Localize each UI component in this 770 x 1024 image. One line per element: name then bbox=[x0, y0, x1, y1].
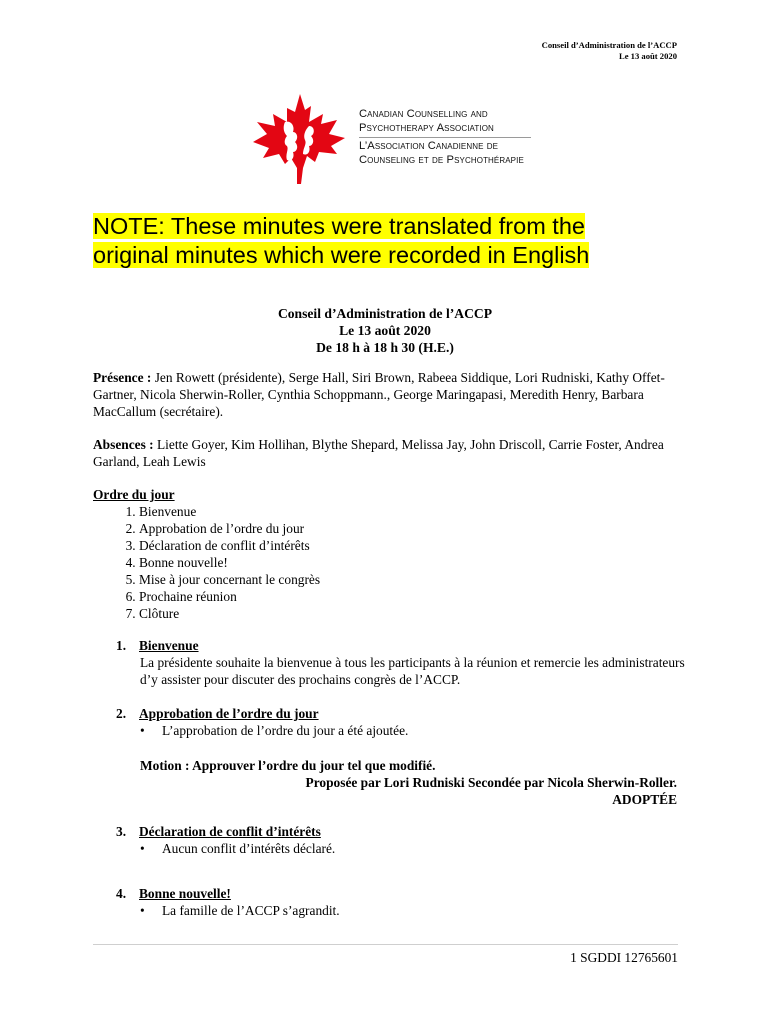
translation-note bbox=[93, 212, 589, 270]
agenda-item: 4. Bonne nouvelle! bbox=[139, 554, 653, 571]
section-title: Bienvenue bbox=[139, 638, 199, 653]
bullet-text: La famille de l’ACCP s’agrandit. bbox=[162, 903, 340, 918]
title-line-3: De 18 h à 18 h 30 (H.E.) bbox=[316, 340, 454, 355]
motion-result: ADOPTÉE bbox=[612, 792, 677, 807]
agenda-item: 2. Approbation de l’ordre du jour bbox=[139, 520, 653, 537]
bullet-text: Aucun conflit d’intérêts déclaré. bbox=[162, 841, 336, 856]
header-line-2: Le 13 août 2020 bbox=[618, 51, 677, 61]
agenda-heading: Ordre du jour bbox=[93, 487, 175, 502]
motion-block bbox=[140, 757, 677, 808]
bullet-item bbox=[93, 840, 685, 857]
bullet-item bbox=[93, 722, 685, 739]
section-heading bbox=[93, 823, 685, 840]
section-heading bbox=[93, 637, 685, 654]
agenda-item: 3. Déclaration de conflit d’intérêts bbox=[139, 537, 653, 554]
section-conflit bbox=[93, 823, 685, 857]
bullet-text: L’approbation de l’ordre du jour a été ajoutée. bbox=[162, 723, 409, 738]
section-number: 3. bbox=[116, 824, 127, 839]
presence-text: Jen Rowett (présidente), Serge Hall, Siri Brown, Rabeea Siddique, Lori Rudniski, Kathy Offet-Gartner, Nicola Sherwin-Roller, Cynthia Schoppmann., George Maringapasi, Meredith Henry, Barbara MacCallum (secrétaire). bbox=[93, 370, 665, 419]
section-approbation bbox=[93, 705, 685, 739]
motion-line bbox=[140, 757, 677, 774]
section-bienvenue bbox=[93, 637, 685, 688]
note-line-2: original minutes which were recorded in English bbox=[93, 242, 590, 268]
maple-leaf-icon bbox=[245, 92, 355, 184]
agenda-item: 1. Bienvenue bbox=[139, 503, 653, 520]
section-title: Déclaration de conflit d’intérêts bbox=[139, 824, 321, 839]
title-line-2: Le 13 août 2020 bbox=[339, 323, 431, 338]
section-heading bbox=[93, 885, 685, 902]
note-line-1: NOTE: These minutes were translated from the bbox=[93, 213, 585, 239]
logo-line-4: Counseling et de Psychothérapie bbox=[359, 153, 524, 166]
presence-paragraph bbox=[93, 369, 685, 420]
agenda-item: 7. Clôture bbox=[139, 605, 653, 622]
section-body: La présidente souhaite la bienvenue à tous les participants à la réunion et remercie les administrateurs d’y assister pour discuter des prochains congrès de l’ACCP. bbox=[140, 655, 685, 687]
motion-text: : Approuver l’ordre du jour tel que modifié. bbox=[181, 758, 436, 773]
meeting-title bbox=[93, 305, 677, 356]
logo-wordmark bbox=[359, 108, 531, 167]
header-line-1: Conseil d’Administration de l’ACCP bbox=[541, 40, 677, 50]
running-header bbox=[542, 40, 677, 62]
motion-proposed: Proposée par Lori Rudniski Secondée par Nicola Sherwin-Roller. bbox=[305, 775, 677, 790]
page-footer: 1 SGDDI 12765601 bbox=[570, 950, 678, 965]
logo-line-2: Psychotherapy Association bbox=[359, 121, 494, 134]
section-bonne-nouvelle bbox=[93, 885, 685, 919]
absences-label: Absences : bbox=[93, 437, 154, 452]
agenda-item: 6. Prochaine réunion bbox=[139, 588, 653, 605]
logo-line-3: L’Association Canadienne de bbox=[359, 140, 499, 152]
ccpa-logo bbox=[245, 92, 545, 184]
agenda-list bbox=[93, 503, 653, 622]
presence-label: Présence : bbox=[93, 370, 152, 385]
bullet-glyph: • bbox=[140, 903, 145, 918]
section-number: 1. bbox=[116, 638, 127, 653]
agenda bbox=[93, 486, 653, 622]
section-number: 2. bbox=[116, 706, 127, 721]
section-title: Bonne nouvelle! bbox=[139, 886, 231, 901]
logo-line-1: Canadian Counselling and bbox=[359, 108, 488, 120]
section-heading bbox=[93, 705, 685, 722]
motion-label: Motion bbox=[140, 758, 182, 773]
agenda-item: 5. Mise à jour concernant le congrès bbox=[139, 571, 653, 588]
footer-divider bbox=[93, 944, 678, 945]
absences-paragraph bbox=[93, 436, 685, 470]
bullet-item bbox=[93, 902, 685, 919]
section-title: Approbation de l’ordre du jour bbox=[139, 706, 319, 721]
absences-text: Liette Goyer, Kim Hollihan, Blythe Shepard, Melissa Jay, John Driscoll, Carrie Foster, Andrea Garland, Leah Lewis bbox=[93, 437, 664, 469]
bullet-glyph: • bbox=[140, 841, 145, 856]
bullet-glyph: • bbox=[140, 723, 145, 738]
logo-divider bbox=[359, 137, 531, 138]
section-number: 4. bbox=[116, 886, 127, 901]
title-line-1: Conseil d’Administration de l’ACCP bbox=[277, 306, 493, 321]
